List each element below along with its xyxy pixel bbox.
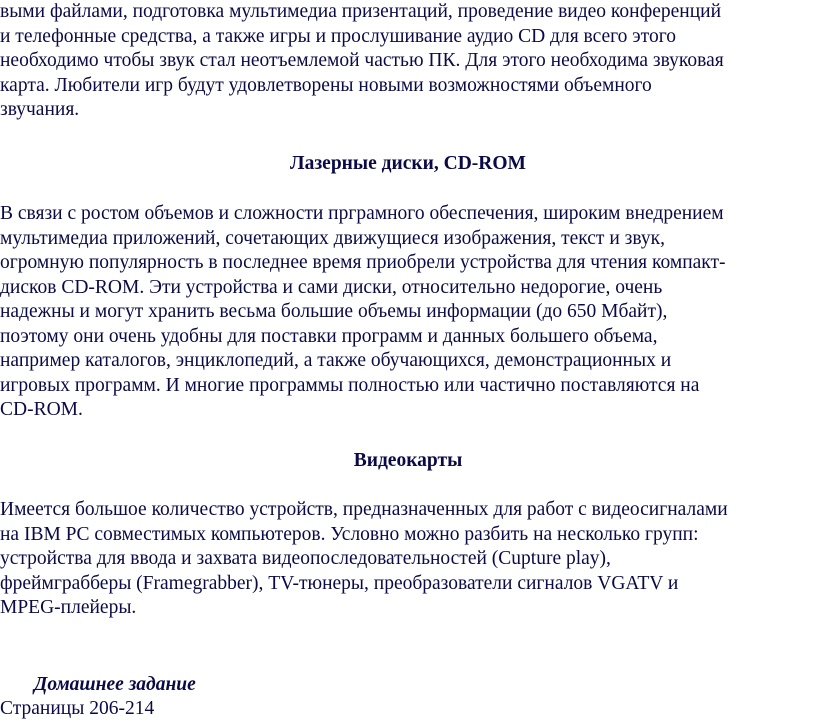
section-heading-videocards: Видеокарты: [353, 450, 463, 471]
paragraph-videocards: [0, 498, 728, 621]
homework-title: Домашнее задание: [34, 674, 196, 695]
paragraph-cdrom: [0, 202, 726, 423]
text-line: устройства для ввода и захвата видеопоследовательностей (Cupture play),: [0, 548, 611, 569]
text-line: В связи с ростом объемов и сложности прграмного обеспечения, широким внедрением: [0, 203, 724, 224]
text-line: огромную популярность в последнее время приобрели устройства для чтения компакт-: [0, 252, 726, 273]
text-line: MPEG-плейеры.: [0, 597, 137, 618]
text-line: например каталогов, энциклопедий, а также обучающихся, демонстрационных и: [0, 350, 672, 371]
text-line: мультимедиа приложений, сочетающих движущиеся изображения, текст и звук,: [0, 227, 665, 249]
text-line: выми файлами, подготовка мультимедиа призентаций, проведение видео конференций: [0, 1, 722, 22]
text-line: дисков CD-ROM. Эти устройства и сами диски, относительно недорогие, очень: [0, 276, 663, 298]
text-line: надежны и могут хранить весьма большие объемы информации (до 650 Мбайт),: [0, 301, 668, 322]
text-line: необходимо чтобы звук стал неотъемлемой частью ПК. Для этого необходима звуковая: [0, 50, 724, 71]
text-line: на IBM PC совместимых компьютеров. Условно можно разбить на несколько групп:: [0, 523, 699, 545]
homework-pages: Страницы 206-214: [0, 698, 155, 719]
text-line: игровых программ. И многие программы полностью или частично поставляются на: [0, 374, 700, 396]
paragraph-sound-card: [0, 0, 724, 123]
text-line: карта. Любители игр будут удовлетворены новыми возможностями объемного: [0, 74, 652, 96]
text-line: поэтому они очень удобны для поставки программ и данных большего объема,: [0, 325, 658, 347]
text-line: и телефонные средства, а также игры и прослушивание аудио CD для всего этого: [0, 25, 676, 47]
text-line: Имеется большое количество устройств, предназначенных для работ с видеосигналами: [0, 499, 728, 520]
text-line: CD-ROM.: [0, 399, 83, 420]
section-heading-cdrom: Лазерные диски, CD-ROM: [290, 153, 526, 174]
text-line: фреймграбберы (Framegrabber), TV-тюнеры, преобразователи сигналов VGATV и: [0, 572, 679, 594]
text-line: звучания.: [0, 99, 80, 120]
